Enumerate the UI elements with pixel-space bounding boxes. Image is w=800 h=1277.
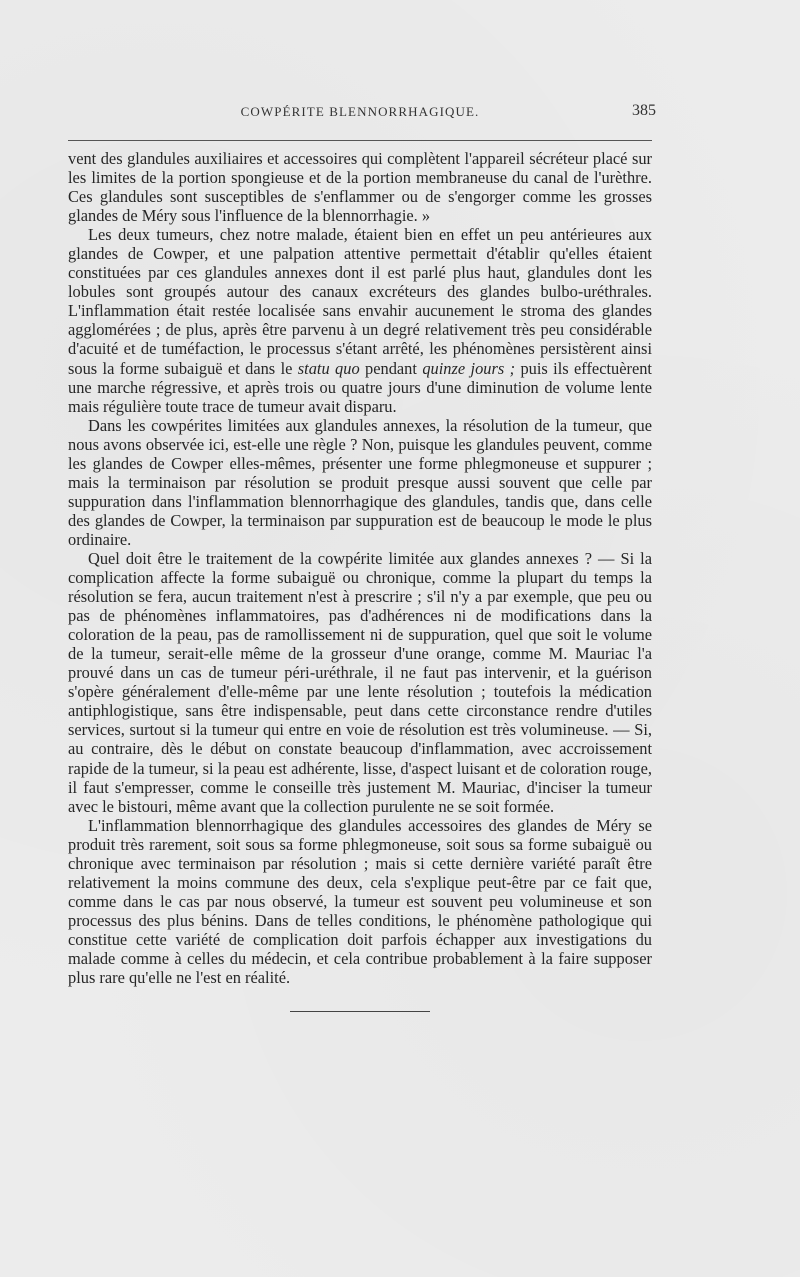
paragraph-4: [68, 549, 652, 816]
paragraph-text: vent des glandules auxiliaires et accessoires qui complètent l'appareil sécréteur placé sur les limites de la portion spongieuse et de la portion membraneuse du canal de l'urèthre. Ces glandules sont susceptibles de s'enflammer ou de s'engorger comme les grosses glandes de Méry sous l'influence de la blennorrhagie. »: [68, 149, 652, 226]
paragraph-3: [68, 416, 652, 549]
paragraph-text: Quel doit être le traitement de la cowpérite limitée aux glandes annexes ? — Si la complication affecte la forme subaiguë ou chronique, comme la plupart du temps la résolution se fera, aucun traitement n'est à prescrire ; s'il n'y a par exemple, que peu ou pas de phénomènes inflammatoires, pas d'adhérences ni de modifications dans la coloration de la peau, pas de ramollissement ni de suppuration, quel que soit le volume de la tumeur, serait-elle même de la grosseur d'une orange, comme M. Mauriac l'a prouvé dans un cas de tumeur péri-uréthrale, il ne faut pas intervenir, et la guérison s'opère généralement d'elle-même par une lente résolution ; toutefois la médication antiphlogistique, sans être indispensable, peut dans cette circonstance rendre d'utiles services, surtout si la tumeur qui entre en voie de résolution est très volumineuse. — Si, au contraire, dès le début on constate beaucoup d'inflammation, avec accroissement rapide de la tumeur, si la peau est adhérente, lisse, d'aspect luisant et de coloration rouge, il faut s'empresser, comme le conseille très justement M. Mauriac, d'inciser la tumeur avec le bistouri, même avant que la collection purulente ne se soit formée.: [68, 548, 652, 816]
italic-phrase: statu quo: [297, 358, 360, 378]
page-number: 385: [632, 102, 656, 119]
paragraph-2: [68, 225, 652, 415]
body-text: [68, 149, 652, 987]
book-page: [68, 102, 656, 1012]
running-head: [68, 102, 656, 128]
paragraph-5: [68, 816, 652, 987]
italic-phrase: quinze jours ;: [422, 358, 516, 378]
paragraph-1: [68, 149, 652, 225]
end-rule: [290, 1011, 430, 1012]
running-title: COWPÉRITE BLENNORRHAGIQUE.: [240, 104, 480, 119]
paragraph-text: Les deux tumeurs, chez notre malade, étaient bien en effet un peu antérieures aux glandes de Cowper, et une palpation attentive permettait d'établir qu'elles étaient constituées par ces glandules annexes dont il est parlé plus haut, glandules dont les lobules sont groupés autour des canaux excréteurs des glandes bulbo-uréthrales. L'inflammation était restée localisée sans envahir aucunement le stroma des glandes agglomérées ; de plus, après être parvenu à un degré relativement très peu considérable d'acuité et de tuméfaction, le processus s'étant arrêté, les phénomènes persistèrent ainsi sous la forme subaiguë et dans le: [68, 225, 652, 378]
paragraph-text: L'inflammation blennorrhagique des glandules accessoires des glandes de Méry se produit très rarement, soit sous sa forme phlegmoneuse, soit sous sa forme subaiguë ou chronique avec terminaison par résolution ; mais si cette dernière variété paraît être relativement la moins commune des deux, cela s'explique peut-être par ce fait que, comme dans le cas par nous observé, la tumeur est souvent peu volumineuse et son processus des plus bénins. Dans de telles conditions, le phénomène pathologique qui constitue cette variété de complication doit parfois échapper aux investigations du malade comme à celles du médecin, et cela contribue probablement à la faire supposer plus rare qu'elle ne l'est en réalité.: [68, 815, 652, 988]
paragraph-text: Dans les cowpérites limitées aux glandules annexes, la résolution de la tumeur, que nous avons observée ici, est-elle une règle ? Non, puisque les glandules peuvent, comme les glandes de Cowper elles-mêmes, présenter une forme phlegmoneuse et suppurer ; mais la terminaison par résolution se produit presque aussi souvent que celle par suppuration dans l'inflammation blennorrhagique des glandules, tandis que, dans celle des glandes de Cowper, la terminaison par suppuration est de beaucoup le mode le plus ordinaire.: [68, 415, 652, 549]
paragraph-text: puis ils effectuèrent une marche régressive, et après trois ou quatre jours d'une diminution de volume lente mais régulière toute trace de tumeur avait disparu.: [68, 358, 652, 416]
header-rule: [68, 140, 652, 141]
paragraph-text: pendant: [359, 358, 423, 378]
